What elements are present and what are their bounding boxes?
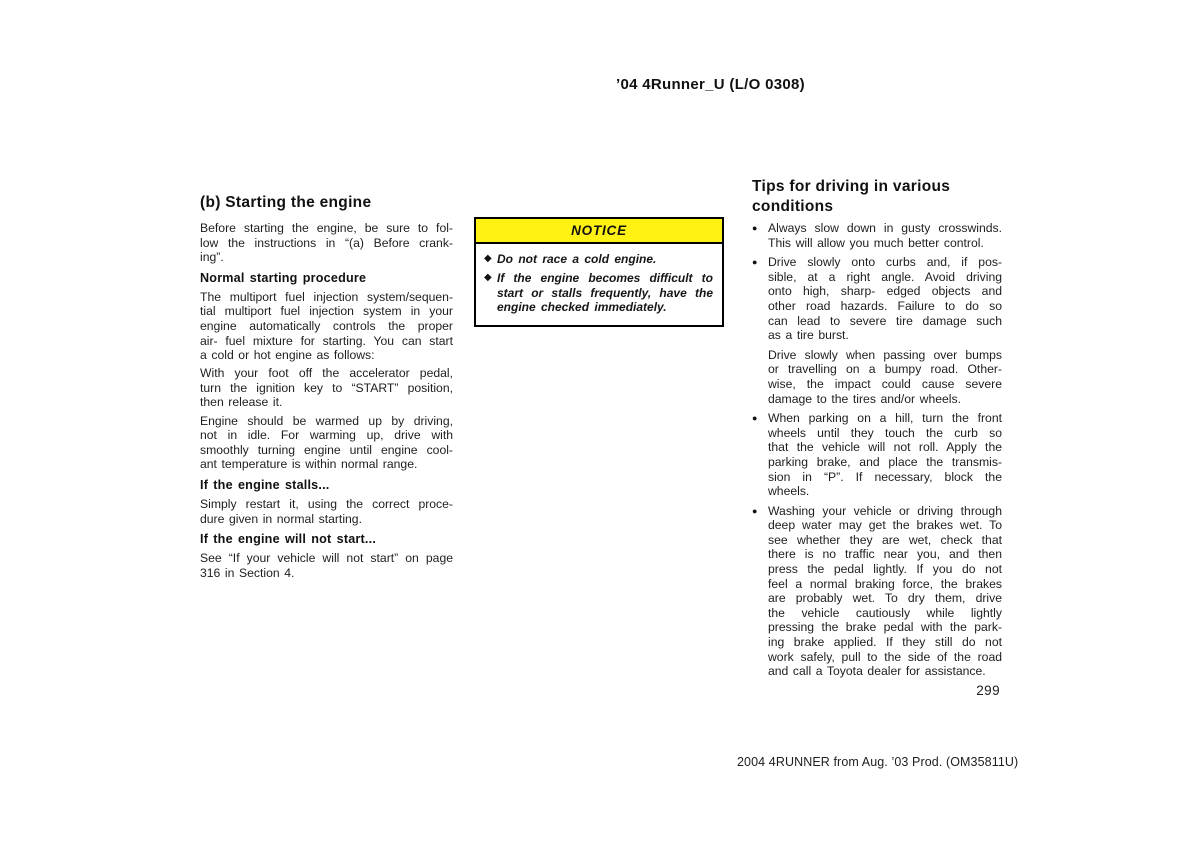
text-line: as a tire burst. [768, 328, 849, 343]
paragraph [200, 221, 453, 265]
paragraph [200, 551, 453, 580]
text-line: wise, the impact could cause severe [768, 376, 1002, 391]
left-column [200, 194, 453, 584]
text-line: low the instructions in “(a) Before crank- [200, 235, 453, 250]
text-line: onto high, sharp- edged objects and [768, 284, 1002, 299]
paragraph [200, 414, 453, 472]
notice-item [484, 252, 713, 266]
bullet-item [752, 255, 1002, 343]
notice-title: NOTICE [571, 223, 627, 238]
bullet-text [768, 504, 1002, 679]
circle-bullet-icon: ● [752, 223, 758, 233]
text-line: Before starting the engine, be sure to fol- [200, 221, 453, 235]
diamond-bullet-icon: ◆ [484, 272, 492, 284]
circle-bullet-icon: ● [752, 413, 758, 424]
section-subheading: Normal starting procedure [200, 270, 367, 285]
text-line: If the engine becomes difficult to [497, 271, 713, 286]
bullet-text [768, 255, 1002, 343]
circle-bullet-icon: ● [752, 257, 758, 268]
text-line: that the vehicle will not roll. Apply the [768, 440, 1002, 455]
text-line: engine automatically controls the proper [200, 318, 453, 333]
text-line: smoothly turning engine until engine cool- [200, 442, 453, 457]
text-line: wheels until they touch the curb so [768, 425, 1002, 440]
text-line: start or stalls frequently, have the [497, 285, 713, 300]
text-line: Simply restart it, using the correct proce- [200, 496, 453, 511]
text-line: other road hazards. Failure to do so [768, 298, 1002, 313]
bullet-text [768, 221, 1002, 250]
text-line: then release it. [200, 395, 283, 410]
page-number: 299 [976, 683, 1000, 698]
text-line: With your foot off the accelerator pedal, [200, 366, 453, 381]
text-line: wheels. [768, 484, 810, 499]
notice-item [484, 271, 713, 314]
text-line: pressing the brake pedal with the park- [768, 620, 1002, 635]
paragraph [200, 290, 453, 363]
text-line: This will allow you much better control. [768, 235, 984, 250]
text-line: a cold or hot engine as follows: [200, 348, 375, 363]
text-line: tial multiport fuel injection system in your [200, 304, 453, 319]
text-line: parking brake, and place the transmis- [768, 454, 1002, 469]
notice-header [476, 219, 722, 244]
diamond-bullet-icon: ◆ [484, 253, 492, 264]
text-line: Always slow down in gusty crosswinds. [768, 221, 1002, 235]
bullet-text [768, 411, 1002, 499]
text-line: See “If your vehicle will not start” on page [200, 551, 453, 566]
section-title-starting-the-engine: (b) Starting the engine [200, 194, 372, 211]
text-line: ing”. [200, 250, 224, 265]
right-column-text [752, 221, 1002, 679]
bullet-item [752, 411, 1002, 499]
text-line: damage to the tires and/or wheels. [768, 391, 961, 406]
bullet-item [752, 504, 1002, 679]
section-title-driving-tips-line1: Tips for driving in various [752, 178, 951, 195]
text-line: Do not race a cold engine. [497, 252, 657, 266]
text-line: sion in “P”. If necessary, block the [768, 469, 1002, 484]
text-line: are probably wet. To dry them, drive [768, 591, 1002, 606]
text-line: the vehicle cautiously while lightly [768, 605, 1002, 620]
text-line: 316 in Section 4. [200, 565, 295, 580]
text-line: Engine should be warmed up by driving, [200, 413, 453, 428]
text-line: or travelling on a bumpy road. Other- [768, 362, 1002, 377]
text-line: not in idle. For warming up, drive with [200, 428, 453, 443]
notice-item-text [497, 271, 713, 314]
bullet-item [752, 221, 1002, 250]
section-title-driving-tips-line2: conditions [752, 198, 834, 215]
text-line: turn the ignition key to “START” position, [200, 380, 453, 395]
text-line: ing brake applied. If they still do not [768, 635, 1002, 650]
circle-bullet-icon: ● [752, 505, 758, 516]
text-line: When parking on a hill, turn the front [768, 411, 1002, 426]
page-footer-text: 2004 4RUNNER from Aug. ’03 Prod. (OM35811U) [737, 755, 1019, 769]
text-line: The multiport fuel injection system/sequen- [200, 289, 453, 304]
text-line: sible, at a right angle. Avoid driving [768, 269, 1002, 284]
text-line: can lead to severe tire damage such [768, 313, 1002, 328]
paragraph [768, 348, 1002, 406]
text-line: engine checked immediately. [497, 300, 667, 315]
text-line: Drive slowly onto curbs and, if pos- [768, 255, 1002, 270]
right-column [752, 178, 1002, 679]
paragraph [200, 366, 453, 410]
page-header-title: ’04 4Runner_U (L/O 0308) [616, 76, 805, 93]
text-line: press the pedal lightly. If you do not [768, 562, 1002, 577]
section-subheading: If the engine will not start... [200, 532, 377, 547]
text-line: dure given in normal starting. [200, 511, 362, 526]
text-line: Washing your vehicle or driving through [768, 503, 1002, 518]
text-line: air- fuel mixture for starting. You can start [200, 333, 453, 348]
notice-body [476, 244, 722, 325]
text-line: Drive slowly when passing over bumps [768, 347, 1002, 362]
text-line: feel a normal braking force, the brakes [768, 576, 1002, 591]
notice-item-text [497, 252, 713, 266]
text-line: deep water may get the brakes wet. To [768, 518, 1002, 533]
text-line: see whether they are wet, check that [768, 532, 1002, 547]
left-column-text [200, 221, 453, 580]
notice-box [474, 217, 724, 327]
text-line: there is no traffic near you, and then [768, 547, 1002, 562]
text-line: ant temperature is within normal range. [200, 457, 418, 472]
text-line: work safely, pull to the side of the road [768, 649, 1002, 664]
paragraph [200, 497, 453, 526]
text-line: and call a Toyota dealer for assistance. [768, 664, 986, 679]
section-subheading: If the engine stalls... [200, 477, 330, 492]
